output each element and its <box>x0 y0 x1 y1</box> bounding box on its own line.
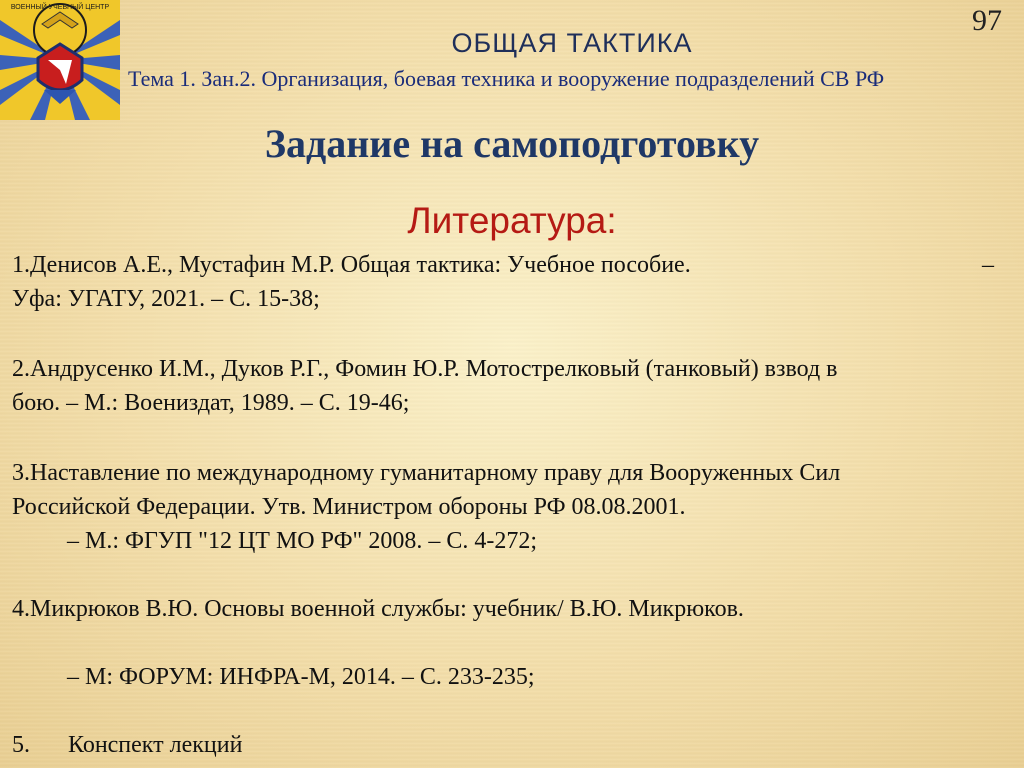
military-emblem-logo <box>0 0 120 120</box>
reference-line: – М.: ФГУП "12 ЦТ МО РФ" 2008. – С. 4-272; <box>67 528 537 554</box>
section-heading: Литература: <box>407 200 617 241</box>
reference-line: 1.Денисов А.Е., Мустафин М.Р. Общая тактика: Учебное пособие. <box>12 252 691 278</box>
reference-line: – М: ФОРУМ: ИНФРА-М, 2014. – С. 233-235; <box>67 664 535 690</box>
reference-item <box>12 248 1004 316</box>
subject-title: ОБЩАЯ ТАКТИКА <box>451 28 693 58</box>
reference-line: Уфа: УГАТУ, 2021. – С. 15-38; <box>12 286 320 312</box>
reference-line: 2.Андрусенко И.М., Дуков Р.Г., Фомин Ю.Р. Мотострелковый (танковый) взвод в <box>12 356 838 382</box>
emblem-icon <box>0 0 120 120</box>
reference-line: Конспект лекций <box>68 732 243 758</box>
slide-number: 97 <box>972 4 1002 37</box>
reference-item <box>12 456 1004 558</box>
topic-subtitle: Тема 1. Зан.2. Организация, боевая техника и вооружение подразделений СВ РФ <box>128 66 885 91</box>
reference-number: 5. <box>12 732 30 758</box>
reference-line: бою. – М.: Воениздат, 1989. – С. 19-46; <box>12 390 410 416</box>
reference-line: 4.Микрюков В.Ю. Основы военной службы: учебник/ В.Ю. Микрюков. <box>12 596 744 622</box>
reference-item <box>12 728 1004 762</box>
reference-item <box>12 660 1004 694</box>
reference-item <box>12 592 1004 626</box>
svg-text:ВОЕННЫЙ УЧЕБНЫЙ ЦЕНТР: ВОЕННЫЙ УЧЕБНЫЙ ЦЕНТР <box>10 4 110 11</box>
reference-item <box>12 352 1004 420</box>
page-title: Задание на самоподготовку <box>264 121 760 166</box>
reference-line: Российской Федерации. Утв. Министром обороны РФ 08.08.2001. <box>12 494 686 520</box>
reference-line: 3.Наставление по международному гуманитарному праву для Вооруженных Сил <box>12 460 841 486</box>
reference-dash: – <box>982 252 994 278</box>
